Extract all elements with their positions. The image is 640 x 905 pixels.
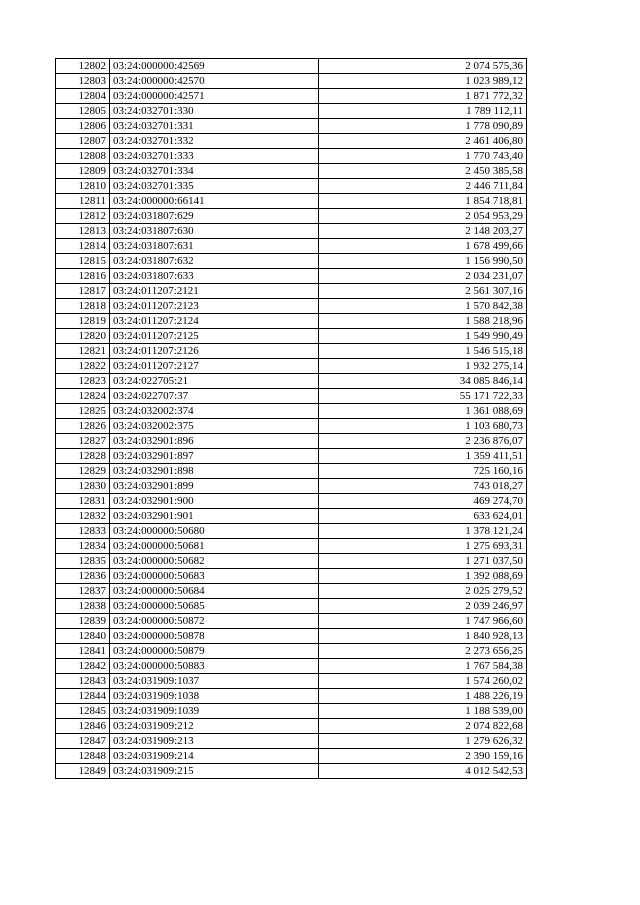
table-row bbox=[56, 599, 527, 614]
table-row bbox=[56, 104, 527, 119]
cadastral-number-cell: 03:24:000000:50883 bbox=[110, 659, 319, 674]
cadastral-value-cell: 2 025 279,52 bbox=[319, 584, 527, 599]
cadastral-number-cell: 03:24:031807:632 bbox=[110, 254, 319, 269]
cadastral-value-cell: 1 279 626,32 bbox=[319, 734, 527, 749]
table-row bbox=[56, 194, 527, 209]
cadastral-number-cell: 03:24:011207:2125 bbox=[110, 329, 319, 344]
row-number-cell: 12846 bbox=[56, 719, 110, 734]
cadastral-number-cell: 03:24:032701:332 bbox=[110, 134, 319, 149]
cadastral-value-cell: 1 156 990,50 bbox=[319, 254, 527, 269]
table-row bbox=[56, 389, 527, 404]
cadastral-value-cell: 1 271 037,50 bbox=[319, 554, 527, 569]
table-row bbox=[56, 719, 527, 734]
row-number-cell: 12825 bbox=[56, 404, 110, 419]
cadastral-value-cell: 1 378 121,24 bbox=[319, 524, 527, 539]
table-row bbox=[56, 629, 527, 644]
table-row bbox=[56, 209, 527, 224]
cadastral-number-cell: 03:24:032701:333 bbox=[110, 149, 319, 164]
table-row bbox=[56, 749, 527, 764]
table-row bbox=[56, 689, 527, 704]
row-number-cell: 12838 bbox=[56, 599, 110, 614]
cadastral-number-cell: 03:24:032701:335 bbox=[110, 179, 319, 194]
row-number-cell: 12840 bbox=[56, 629, 110, 644]
row-number-cell: 12814 bbox=[56, 239, 110, 254]
table-row bbox=[56, 614, 527, 629]
cadastral-number-cell: 03:24:000000:66141 bbox=[110, 194, 319, 209]
table-row bbox=[56, 479, 527, 494]
table-row bbox=[56, 554, 527, 569]
cadastral-number-cell: 03:24:032901:897 bbox=[110, 449, 319, 464]
table-row bbox=[56, 269, 527, 284]
cadastral-value-cell: 1 392 088,69 bbox=[319, 569, 527, 584]
row-number-cell: 12841 bbox=[56, 644, 110, 659]
cadastral-value-cell: 1 778 090,89 bbox=[319, 119, 527, 134]
cadastral-value-cell: 743 018,27 bbox=[319, 479, 527, 494]
row-number-cell: 12831 bbox=[56, 494, 110, 509]
cadastral-number-cell: 03:24:032701:331 bbox=[110, 119, 319, 134]
cadastral-value-cell: 2 054 953,29 bbox=[319, 209, 527, 224]
row-number-cell: 12836 bbox=[56, 569, 110, 584]
table-row bbox=[56, 419, 527, 434]
cadastral-value-cell: 2 450 385,58 bbox=[319, 164, 527, 179]
cadastral-number-cell: 03:24:011207:2124 bbox=[110, 314, 319, 329]
table-row bbox=[56, 464, 527, 479]
table-row bbox=[56, 314, 527, 329]
row-number-cell: 12839 bbox=[56, 614, 110, 629]
cadastral-value-cell: 1 188 539,00 bbox=[319, 704, 527, 719]
row-number-cell: 12808 bbox=[56, 149, 110, 164]
cadastral-number-cell: 03:24:022707:37 bbox=[110, 389, 319, 404]
cadastral-number-cell: 03:24:032002:374 bbox=[110, 404, 319, 419]
row-number-cell: 12847 bbox=[56, 734, 110, 749]
cadastral-value-cell: 1 789 112,11 bbox=[319, 104, 527, 119]
row-number-cell: 12802 bbox=[56, 59, 110, 74]
cadastral-value-cell: 1 488 226,19 bbox=[319, 689, 527, 704]
table-row bbox=[56, 59, 527, 74]
row-number-cell: 12835 bbox=[56, 554, 110, 569]
row-number-cell: 12820 bbox=[56, 329, 110, 344]
row-number-cell: 12830 bbox=[56, 479, 110, 494]
row-number-cell: 12823 bbox=[56, 374, 110, 389]
cadastral-value-cell: 633 624,01 bbox=[319, 509, 527, 524]
cadastral-value-table bbox=[55, 58, 527, 779]
row-number-cell: 12842 bbox=[56, 659, 110, 674]
cadastral-number-cell: 03:24:031909:1038 bbox=[110, 689, 319, 704]
cadastral-number-cell: 03:24:032901:899 bbox=[110, 479, 319, 494]
cadastral-number-cell: 03:24:000000:50682 bbox=[110, 554, 319, 569]
row-number-cell: 12819 bbox=[56, 314, 110, 329]
cadastral-number-cell: 03:24:031909:215 bbox=[110, 764, 319, 779]
row-number-cell: 12813 bbox=[56, 224, 110, 239]
cadastral-number-cell: 03:24:032701:330 bbox=[110, 104, 319, 119]
cadastral-number-cell: 03:24:022705:21 bbox=[110, 374, 319, 389]
row-number-cell: 12809 bbox=[56, 164, 110, 179]
cadastral-value-cell: 2 273 656,25 bbox=[319, 644, 527, 659]
table-row bbox=[56, 734, 527, 749]
row-number-cell: 12849 bbox=[56, 764, 110, 779]
cadastral-number-cell: 03:24:031909:214 bbox=[110, 749, 319, 764]
cadastral-value-cell: 1 932 275,14 bbox=[319, 359, 527, 374]
cadastral-value-cell: 1 770 743,40 bbox=[319, 149, 527, 164]
table-row bbox=[56, 494, 527, 509]
row-number-cell: 12844 bbox=[56, 689, 110, 704]
table-row bbox=[56, 644, 527, 659]
cadastral-number-cell: 03:24:031807:633 bbox=[110, 269, 319, 284]
table-row bbox=[56, 434, 527, 449]
cadastral-number-cell: 03:24:011207:2126 bbox=[110, 344, 319, 359]
cadastral-value-cell: 2 148 203,27 bbox=[319, 224, 527, 239]
cadastral-value-cell: 1 103 680,73 bbox=[319, 419, 527, 434]
table-row bbox=[56, 359, 527, 374]
row-number-cell: 12833 bbox=[56, 524, 110, 539]
row-number-cell: 12826 bbox=[56, 419, 110, 434]
row-number-cell: 12843 bbox=[56, 674, 110, 689]
cadastral-value-cell: 2 461 406,80 bbox=[319, 134, 527, 149]
cadastral-value-cell: 1 767 584,38 bbox=[319, 659, 527, 674]
table-row bbox=[56, 764, 527, 779]
cadastral-value-cell: 1 840 928,13 bbox=[319, 629, 527, 644]
cadastral-value-cell: 1 361 088,69 bbox=[319, 404, 527, 419]
row-number-cell: 12804 bbox=[56, 89, 110, 104]
table-row bbox=[56, 119, 527, 134]
cadastral-value-cell: 1 678 499,66 bbox=[319, 239, 527, 254]
cadastral-number-cell: 03:24:000000:50872 bbox=[110, 614, 319, 629]
cadastral-value-cell: 1 546 515,18 bbox=[319, 344, 527, 359]
row-number-cell: 12829 bbox=[56, 464, 110, 479]
row-number-cell: 12832 bbox=[56, 509, 110, 524]
cadastral-value-cell: 1 871 772,32 bbox=[319, 89, 527, 104]
cadastral-number-cell: 03:24:031807:631 bbox=[110, 239, 319, 254]
cadastral-value-cell: 725 160,16 bbox=[319, 464, 527, 479]
cadastral-number-cell: 03:24:011207:2127 bbox=[110, 359, 319, 374]
row-number-cell: 12806 bbox=[56, 119, 110, 134]
row-number-cell: 12827 bbox=[56, 434, 110, 449]
cadastral-number-cell: 03:24:032901:896 bbox=[110, 434, 319, 449]
table-row bbox=[56, 164, 527, 179]
table-row bbox=[56, 329, 527, 344]
table-row bbox=[56, 704, 527, 719]
cadastral-value-cell: 1 549 990,49 bbox=[319, 329, 527, 344]
cadastral-value-cell: 1 023 989,12 bbox=[319, 74, 527, 89]
row-number-cell: 12811 bbox=[56, 194, 110, 209]
row-number-cell: 12803 bbox=[56, 74, 110, 89]
cadastral-number-cell: 03:24:031909:212 bbox=[110, 719, 319, 734]
row-number-cell: 12834 bbox=[56, 539, 110, 554]
row-number-cell: 12810 bbox=[56, 179, 110, 194]
table-body bbox=[56, 59, 527, 779]
cadastral-number-cell: 03:24:000000:42569 bbox=[110, 59, 319, 74]
row-number-cell: 12822 bbox=[56, 359, 110, 374]
table-row bbox=[56, 524, 527, 539]
cadastral-number-cell: 03:24:000000:50683 bbox=[110, 569, 319, 584]
cadastral-value-cell: 469 274,70 bbox=[319, 494, 527, 509]
cadastral-number-cell: 03:24:000000:42570 bbox=[110, 74, 319, 89]
cadastral-value-cell: 2 561 307,16 bbox=[319, 284, 527, 299]
row-number-cell: 12824 bbox=[56, 389, 110, 404]
cadastral-value-cell: 2 236 876,07 bbox=[319, 434, 527, 449]
row-number-cell: 12848 bbox=[56, 749, 110, 764]
row-number-cell: 12845 bbox=[56, 704, 110, 719]
cadastral-value-cell: 2 074 575,36 bbox=[319, 59, 527, 74]
cadastral-number-cell: 03:24:000000:50878 bbox=[110, 629, 319, 644]
table-row bbox=[56, 449, 527, 464]
row-number-cell: 12821 bbox=[56, 344, 110, 359]
table-row bbox=[56, 284, 527, 299]
row-number-cell: 12837 bbox=[56, 584, 110, 599]
cadastral-number-cell: 03:24:000000:42571 bbox=[110, 89, 319, 104]
cadastral-value-cell: 2 039 246,97 bbox=[319, 599, 527, 614]
row-number-cell: 12816 bbox=[56, 269, 110, 284]
cadastral-number-cell: 03:24:011207:2121 bbox=[110, 284, 319, 299]
cadastral-number-cell: 03:24:000000:50685 bbox=[110, 599, 319, 614]
table-row bbox=[56, 149, 527, 164]
cadastral-number-cell: 03:24:000000:50879 bbox=[110, 644, 319, 659]
cadastral-number-cell: 03:24:011207:2123 bbox=[110, 299, 319, 314]
cadastral-value-cell: 1 854 718,81 bbox=[319, 194, 527, 209]
cadastral-value-cell: 34 085 846,14 bbox=[319, 374, 527, 389]
cadastral-number-cell: 03:24:031807:630 bbox=[110, 224, 319, 239]
table-row bbox=[56, 674, 527, 689]
table-row bbox=[56, 179, 527, 194]
cadastral-number-cell: 03:24:031807:629 bbox=[110, 209, 319, 224]
row-number-cell: 12828 bbox=[56, 449, 110, 464]
cadastral-number-cell: 03:24:032002:375 bbox=[110, 419, 319, 434]
cadastral-number-cell: 03:24:000000:50680 bbox=[110, 524, 319, 539]
table-row bbox=[56, 299, 527, 314]
cadastral-value-cell: 1 570 842,38 bbox=[319, 299, 527, 314]
cadastral-number-cell: 03:24:032901:900 bbox=[110, 494, 319, 509]
cadastral-value-cell: 4 012 542,53 bbox=[319, 764, 527, 779]
row-number-cell: 12817 bbox=[56, 284, 110, 299]
cadastral-number-cell: 03:24:000000:50684 bbox=[110, 584, 319, 599]
cadastral-number-cell: 03:24:032701:334 bbox=[110, 164, 319, 179]
cadastral-number-cell: 03:24:032901:898 bbox=[110, 464, 319, 479]
cadastral-value-cell: 1 574 260,02 bbox=[319, 674, 527, 689]
row-number-cell: 12818 bbox=[56, 299, 110, 314]
cadastral-value-cell: 2 390 159,16 bbox=[319, 749, 527, 764]
table-row bbox=[56, 224, 527, 239]
table-row bbox=[56, 539, 527, 554]
table-row bbox=[56, 89, 527, 104]
cadastral-value-cell: 2 074 822,68 bbox=[319, 719, 527, 734]
cadastral-number-cell: 03:24:031909:1037 bbox=[110, 674, 319, 689]
table-row bbox=[56, 344, 527, 359]
cadastral-number-cell: 03:24:031909:1039 bbox=[110, 704, 319, 719]
table-row bbox=[56, 134, 527, 149]
table-row bbox=[56, 404, 527, 419]
cadastral-value-cell: 1 588 218,96 bbox=[319, 314, 527, 329]
row-number-cell: 12805 bbox=[56, 104, 110, 119]
cadastral-value-cell: 55 171 722,33 bbox=[319, 389, 527, 404]
table-row bbox=[56, 374, 527, 389]
cadastral-value-cell: 1 747 966,60 bbox=[319, 614, 527, 629]
table-row bbox=[56, 584, 527, 599]
row-number-cell: 12812 bbox=[56, 209, 110, 224]
table-row bbox=[56, 659, 527, 674]
cadastral-value-cell: 1 359 411,51 bbox=[319, 449, 527, 464]
cadastral-value-cell: 2 034 231,07 bbox=[319, 269, 527, 284]
table-row bbox=[56, 509, 527, 524]
cadastral-value-cell: 2 446 711,84 bbox=[319, 179, 527, 194]
row-number-cell: 12815 bbox=[56, 254, 110, 269]
cadastral-value-cell: 1 275 693,31 bbox=[319, 539, 527, 554]
table-row bbox=[56, 239, 527, 254]
cadastral-number-cell: 03:24:000000:50681 bbox=[110, 539, 319, 554]
table-row bbox=[56, 569, 527, 584]
table-row bbox=[56, 254, 527, 269]
row-number-cell: 12807 bbox=[56, 134, 110, 149]
table-row bbox=[56, 74, 527, 89]
cadastral-number-cell: 03:24:031909:213 bbox=[110, 734, 319, 749]
cadastral-number-cell: 03:24:032901:901 bbox=[110, 509, 319, 524]
